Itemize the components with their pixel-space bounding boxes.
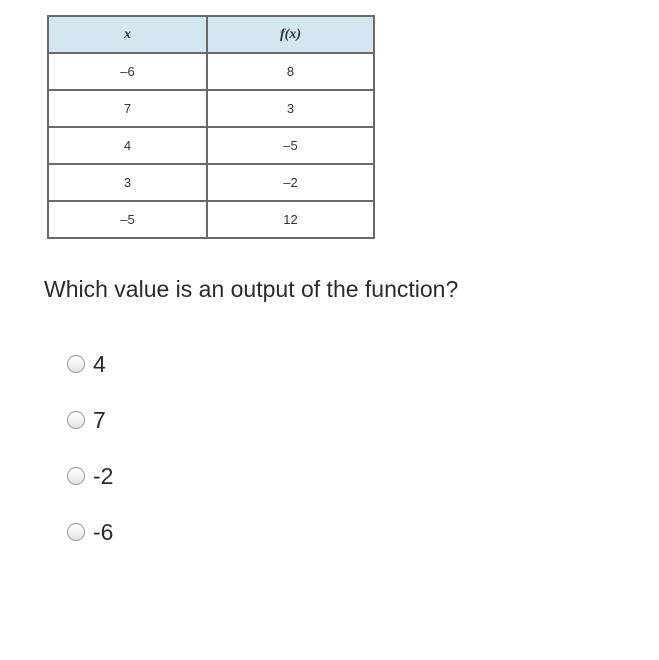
table-row xyxy=(48,127,374,164)
table-row xyxy=(48,90,374,127)
header-fx: f(x) xyxy=(207,16,374,53)
answer-choices xyxy=(67,350,113,574)
cell-fx: 12 xyxy=(207,201,374,238)
choice-option-4[interactable] xyxy=(67,518,113,546)
cell-fx: –5 xyxy=(207,127,374,164)
table-row xyxy=(48,201,374,238)
choice-option-2[interactable] xyxy=(67,406,113,434)
question-text: Which value is an output of the function? xyxy=(44,276,459,302)
cell-x: –5 xyxy=(48,201,207,238)
function-table xyxy=(47,15,375,239)
cell-x: 7 xyxy=(48,90,207,127)
cell-fx: 3 xyxy=(207,90,374,127)
radio-button[interactable] xyxy=(67,467,85,485)
cell-x: 4 xyxy=(48,127,207,164)
choice-label[interactable]: -2 xyxy=(93,462,114,489)
cell-fx: 8 xyxy=(207,53,374,90)
cell-x: 3 xyxy=(48,164,207,201)
cell-x: –6 xyxy=(48,53,207,90)
table-header-row xyxy=(48,16,374,53)
header-x: x xyxy=(48,16,207,53)
cell-fx: –2 xyxy=(207,164,374,201)
radio-button[interactable] xyxy=(67,355,85,373)
radio-button[interactable] xyxy=(67,523,85,541)
choice-option-1[interactable] xyxy=(67,350,113,378)
choice-label[interactable]: -6 xyxy=(93,518,114,545)
choice-label[interactable]: 7 xyxy=(93,406,106,433)
choice-label[interactable]: 4 xyxy=(93,350,106,377)
choice-option-3[interactable] xyxy=(67,462,113,490)
table-row xyxy=(48,164,374,201)
table-row xyxy=(48,53,374,90)
radio-button[interactable] xyxy=(67,411,85,429)
